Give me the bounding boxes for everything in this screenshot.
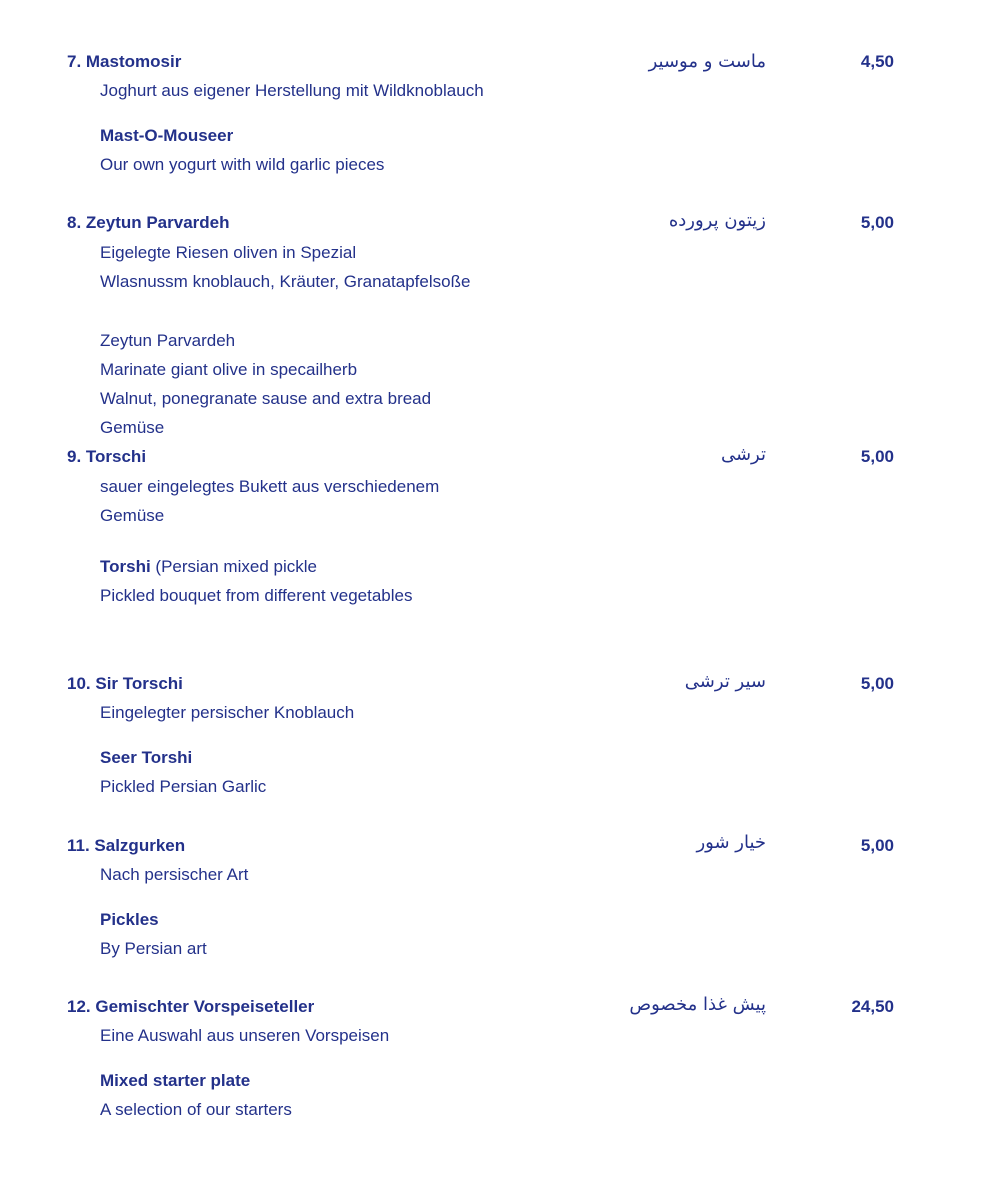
item-persian-name: ترشی [720, 444, 766, 465]
item-description-de: sauer eingelegtes Bukett aus verschiedenem [100, 477, 440, 496]
item-title-en: Seer Torshi [100, 748, 193, 767]
item-price: 5,00 [860, 674, 894, 693]
item-title-en-bold: Torshi [100, 557, 151, 576]
item-description-en: Pickled Persian Garlic [100, 777, 267, 796]
item-description-en: Our own yogurt with wild garlic pieces [100, 155, 385, 174]
item-persian-name: پیش غذا مخصوص [629, 994, 766, 1015]
item-persian-name: خیار شور [696, 832, 766, 853]
item-title: 11. Salzgurken [67, 836, 186, 855]
item-title: 8. Zeytun Parvardeh [67, 213, 230, 232]
item-description-de: Gemüse [100, 506, 165, 525]
item-description-de: Eine Auswahl aus unseren Vorspeisen [100, 1026, 390, 1045]
item-title: 12. Gemischter Vorspeiseteller [67, 997, 315, 1016]
item-description-en: Gemüse [100, 418, 165, 437]
item-description-de: Joghurt aus eigener Herstellung mit Wildknoblauch [100, 81, 484, 100]
item-description-de: Nach persischer Art [100, 865, 249, 884]
item-persian-name: سیر ترشی [684, 671, 766, 692]
item-description-en: A selection of our starters [100, 1100, 292, 1119]
item-persian-name: زیتون پرورده [668, 210, 766, 231]
item-price: 5,00 [860, 447, 894, 466]
item-persian-name: ماست و موسیر [648, 51, 766, 72]
item-title: 7. Mastomosir [67, 52, 182, 71]
item-title-en [100, 556, 317, 578]
item-price: 5,00 [860, 213, 894, 232]
item-description-de: Eigelegte Riesen oliven in Spezial [100, 243, 357, 262]
item-title: 9. Torschi [67, 447, 147, 466]
item-price: 4,50 [860, 52, 894, 71]
item-price: 24,50 [851, 997, 894, 1016]
item-price: 5,00 [860, 836, 894, 855]
item-description-de: Wlasnussm knoblauch, Kräuter, Granatapfelsoße [100, 272, 471, 291]
item-title-en: Mast-O-Mouseer [100, 126, 234, 145]
item-title-en: Mixed starter plate [100, 1071, 251, 1090]
item-description-en: By Persian art [100, 939, 207, 958]
item-title-en: Pickles [100, 910, 159, 929]
item-title: 10. Sir Torschi [67, 674, 183, 693]
item-title-en: Zeytun Parvardeh [100, 331, 236, 350]
item-description-de: Eingelegter persischer Knoblauch [100, 703, 355, 722]
item-description-en: Pickled bouquet from different vegetables [100, 586, 413, 605]
item-title-en-suffix: (Persian mixed pickle [150, 557, 317, 576]
item-description-en: Walnut, ponegranate sause and extra bread [100, 389, 432, 408]
item-description-en: Marinate giant olive in specailherb [100, 360, 358, 379]
